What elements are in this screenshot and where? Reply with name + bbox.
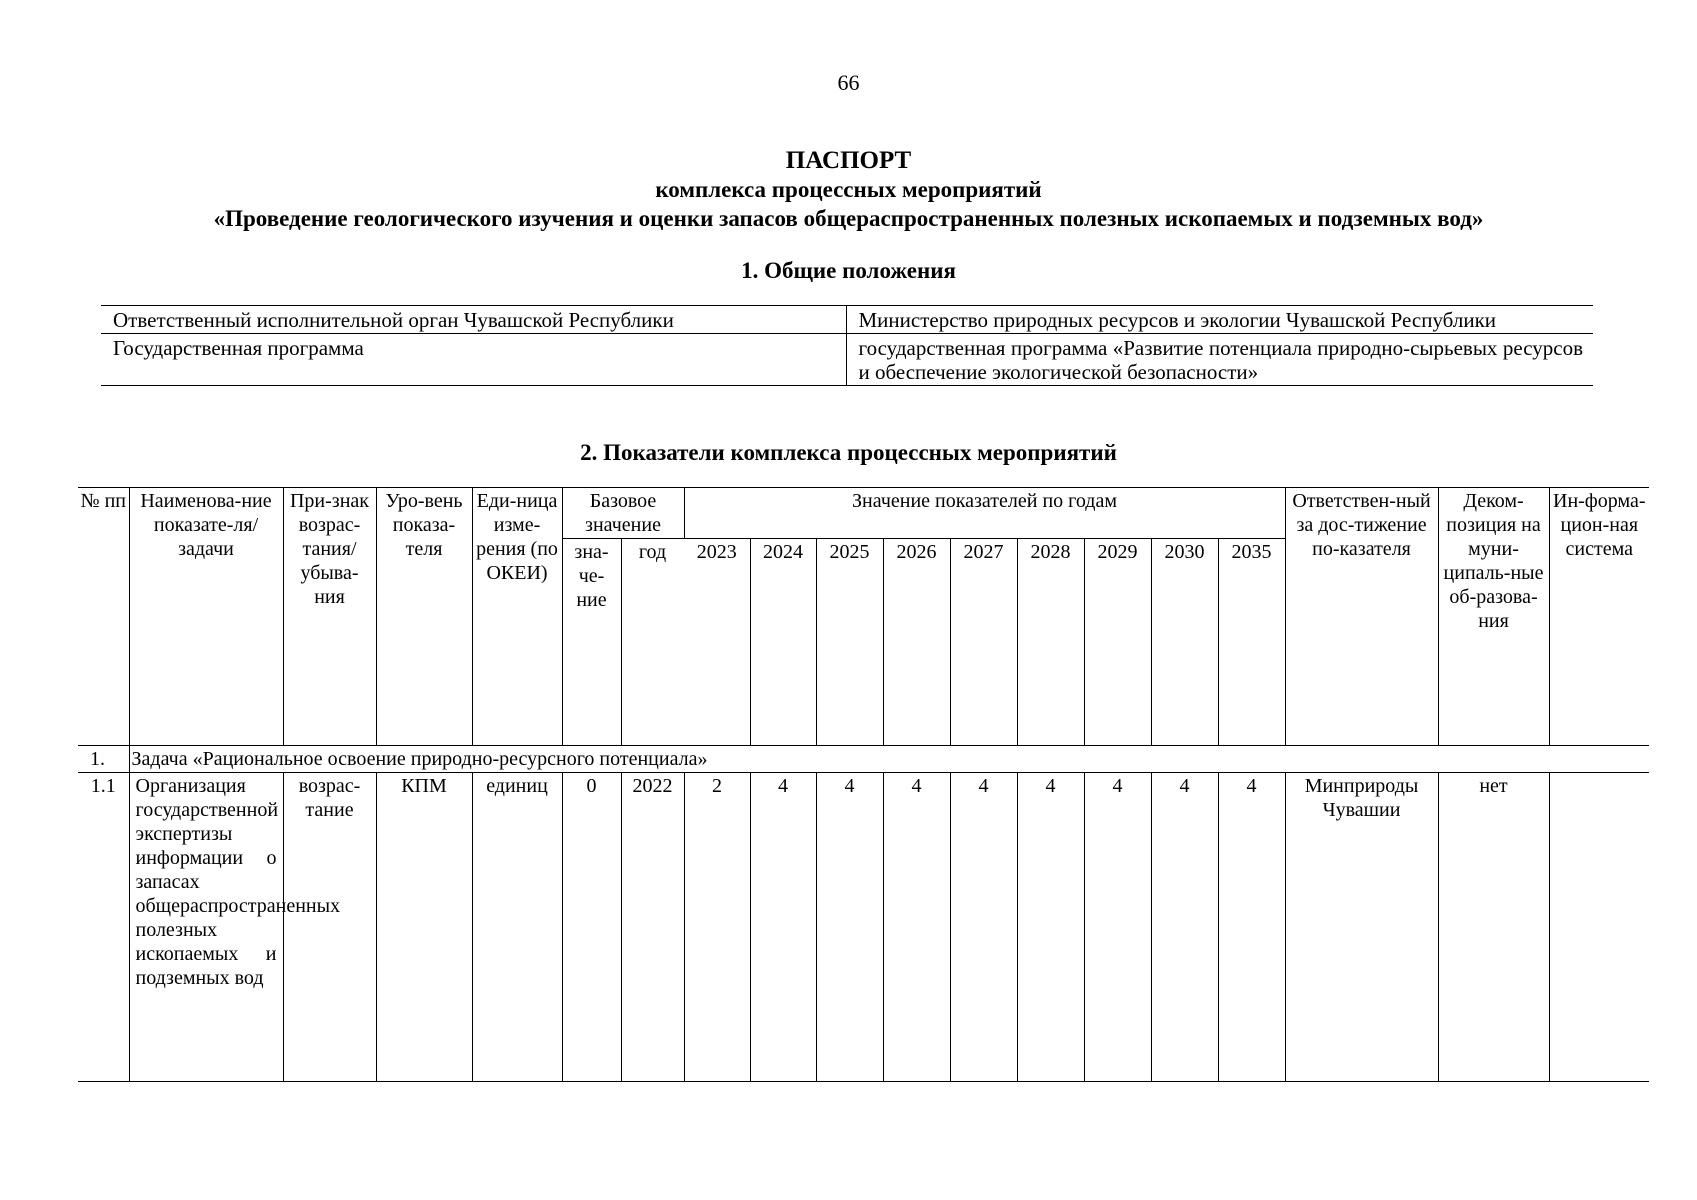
header-unit: Еди-ница изме-рения (по ОКЕИ): [472, 488, 562, 746]
header-base-year: год: [621, 539, 684, 746]
row-value: 4: [816, 773, 883, 1082]
header-base-value: зна-че-ние: [562, 539, 621, 746]
row-decomposition: нет: [1438, 773, 1549, 1082]
row-level: КПМ: [376, 773, 472, 1082]
header-year: 2023: [684, 539, 750, 746]
row-indicator-name: Организация государственной экспертизы информации о запасах общераспространенных полезных ископаемых и подземных вод: [129, 773, 283, 1082]
section2-heading: 2. Показатели комплекса процессных мероприятий: [580, 440, 1117, 465]
header-year: 2025: [816, 539, 883, 746]
row-value: 4: [1151, 773, 1218, 1082]
table-row: [78, 773, 1649, 1082]
header-year: 2029: [1084, 539, 1151, 746]
general-row: [101, 306, 1593, 334]
row-num: 1.1: [78, 773, 129, 1082]
header-year: 2035: [1218, 539, 1285, 746]
header-year: 2026: [883, 539, 950, 746]
general-value: государственная программа «Развитие потенциала природно-сырьевых ресурсов и обеспечение экологической безопасности»: [846, 334, 1593, 386]
row-value: 4: [883, 773, 950, 1082]
header-decomposition: Деком-позиция на муни-ципаль-ные об-разова-ния: [1438, 488, 1549, 746]
row-base-year: 2022: [621, 773, 684, 1082]
general-row: [101, 334, 1593, 386]
header-year: 2027: [950, 539, 1017, 746]
general-label: Ответственный исполнительной орган Чувашской Республики: [101, 306, 846, 334]
header-sign: При-знак возрас-тания/ убыва-ния: [283, 488, 376, 746]
general-label: Государственная программа: [101, 334, 846, 386]
task-row: [78, 746, 1649, 773]
document-program-name: «Проведение геологического изучения и оценки запасов общераспространенных полезных ископаемых и подземных вод»: [213, 206, 1484, 231]
page-number: 66: [837, 70, 860, 95]
header-row: [78, 488, 1649, 539]
indicators-table: [78, 487, 1649, 1082]
row-responsible: Минприроды Чувашии: [1285, 773, 1438, 1082]
row-value: 4: [1084, 773, 1151, 1082]
header-base: Базовое значение: [562, 488, 684, 539]
row-value: 4: [1017, 773, 1084, 1082]
row-value: 2: [684, 773, 750, 1082]
row-unit: единиц: [472, 773, 562, 1082]
row-value: 4: [1218, 773, 1285, 1082]
task-text: Задача «Рациональное освоение природно-ресурсного потенциала»: [129, 746, 1649, 773]
header-year: 2028: [1017, 539, 1084, 746]
row-sign: возрас-тание: [283, 773, 376, 1082]
header-responsible: Ответствен-ный за дос-тижение по-казателя: [1285, 488, 1438, 746]
header-years-group: Значение показателей по годам: [684, 488, 1285, 539]
task-num: 1.: [78, 746, 129, 773]
document-title: ПАСПОРТ: [785, 147, 912, 174]
row-value: 4: [950, 773, 1017, 1082]
row-value: 4: [750, 773, 816, 1082]
header-info-system: Ин-форма-цион-ная система: [1549, 488, 1649, 746]
header-year: 2024: [750, 539, 816, 746]
header-level: Уро-вень показа-теля: [376, 488, 472, 746]
document-subtitle: комплекса процессных мероприятий: [655, 177, 1042, 202]
header-num: № пп: [78, 488, 129, 746]
section1-heading: 1. Общие положения: [741, 258, 956, 283]
row-info-system: [1549, 773, 1649, 1082]
header-year: 2030: [1151, 539, 1218, 746]
row-base-value: 0: [562, 773, 621, 1082]
general-provisions-table: [101, 305, 1593, 386]
header-name: Наименова-ние показате-ля/задачи: [129, 488, 283, 746]
general-value: Министерство природных ресурсов и экологии Чувашской Республики: [846, 306, 1593, 334]
